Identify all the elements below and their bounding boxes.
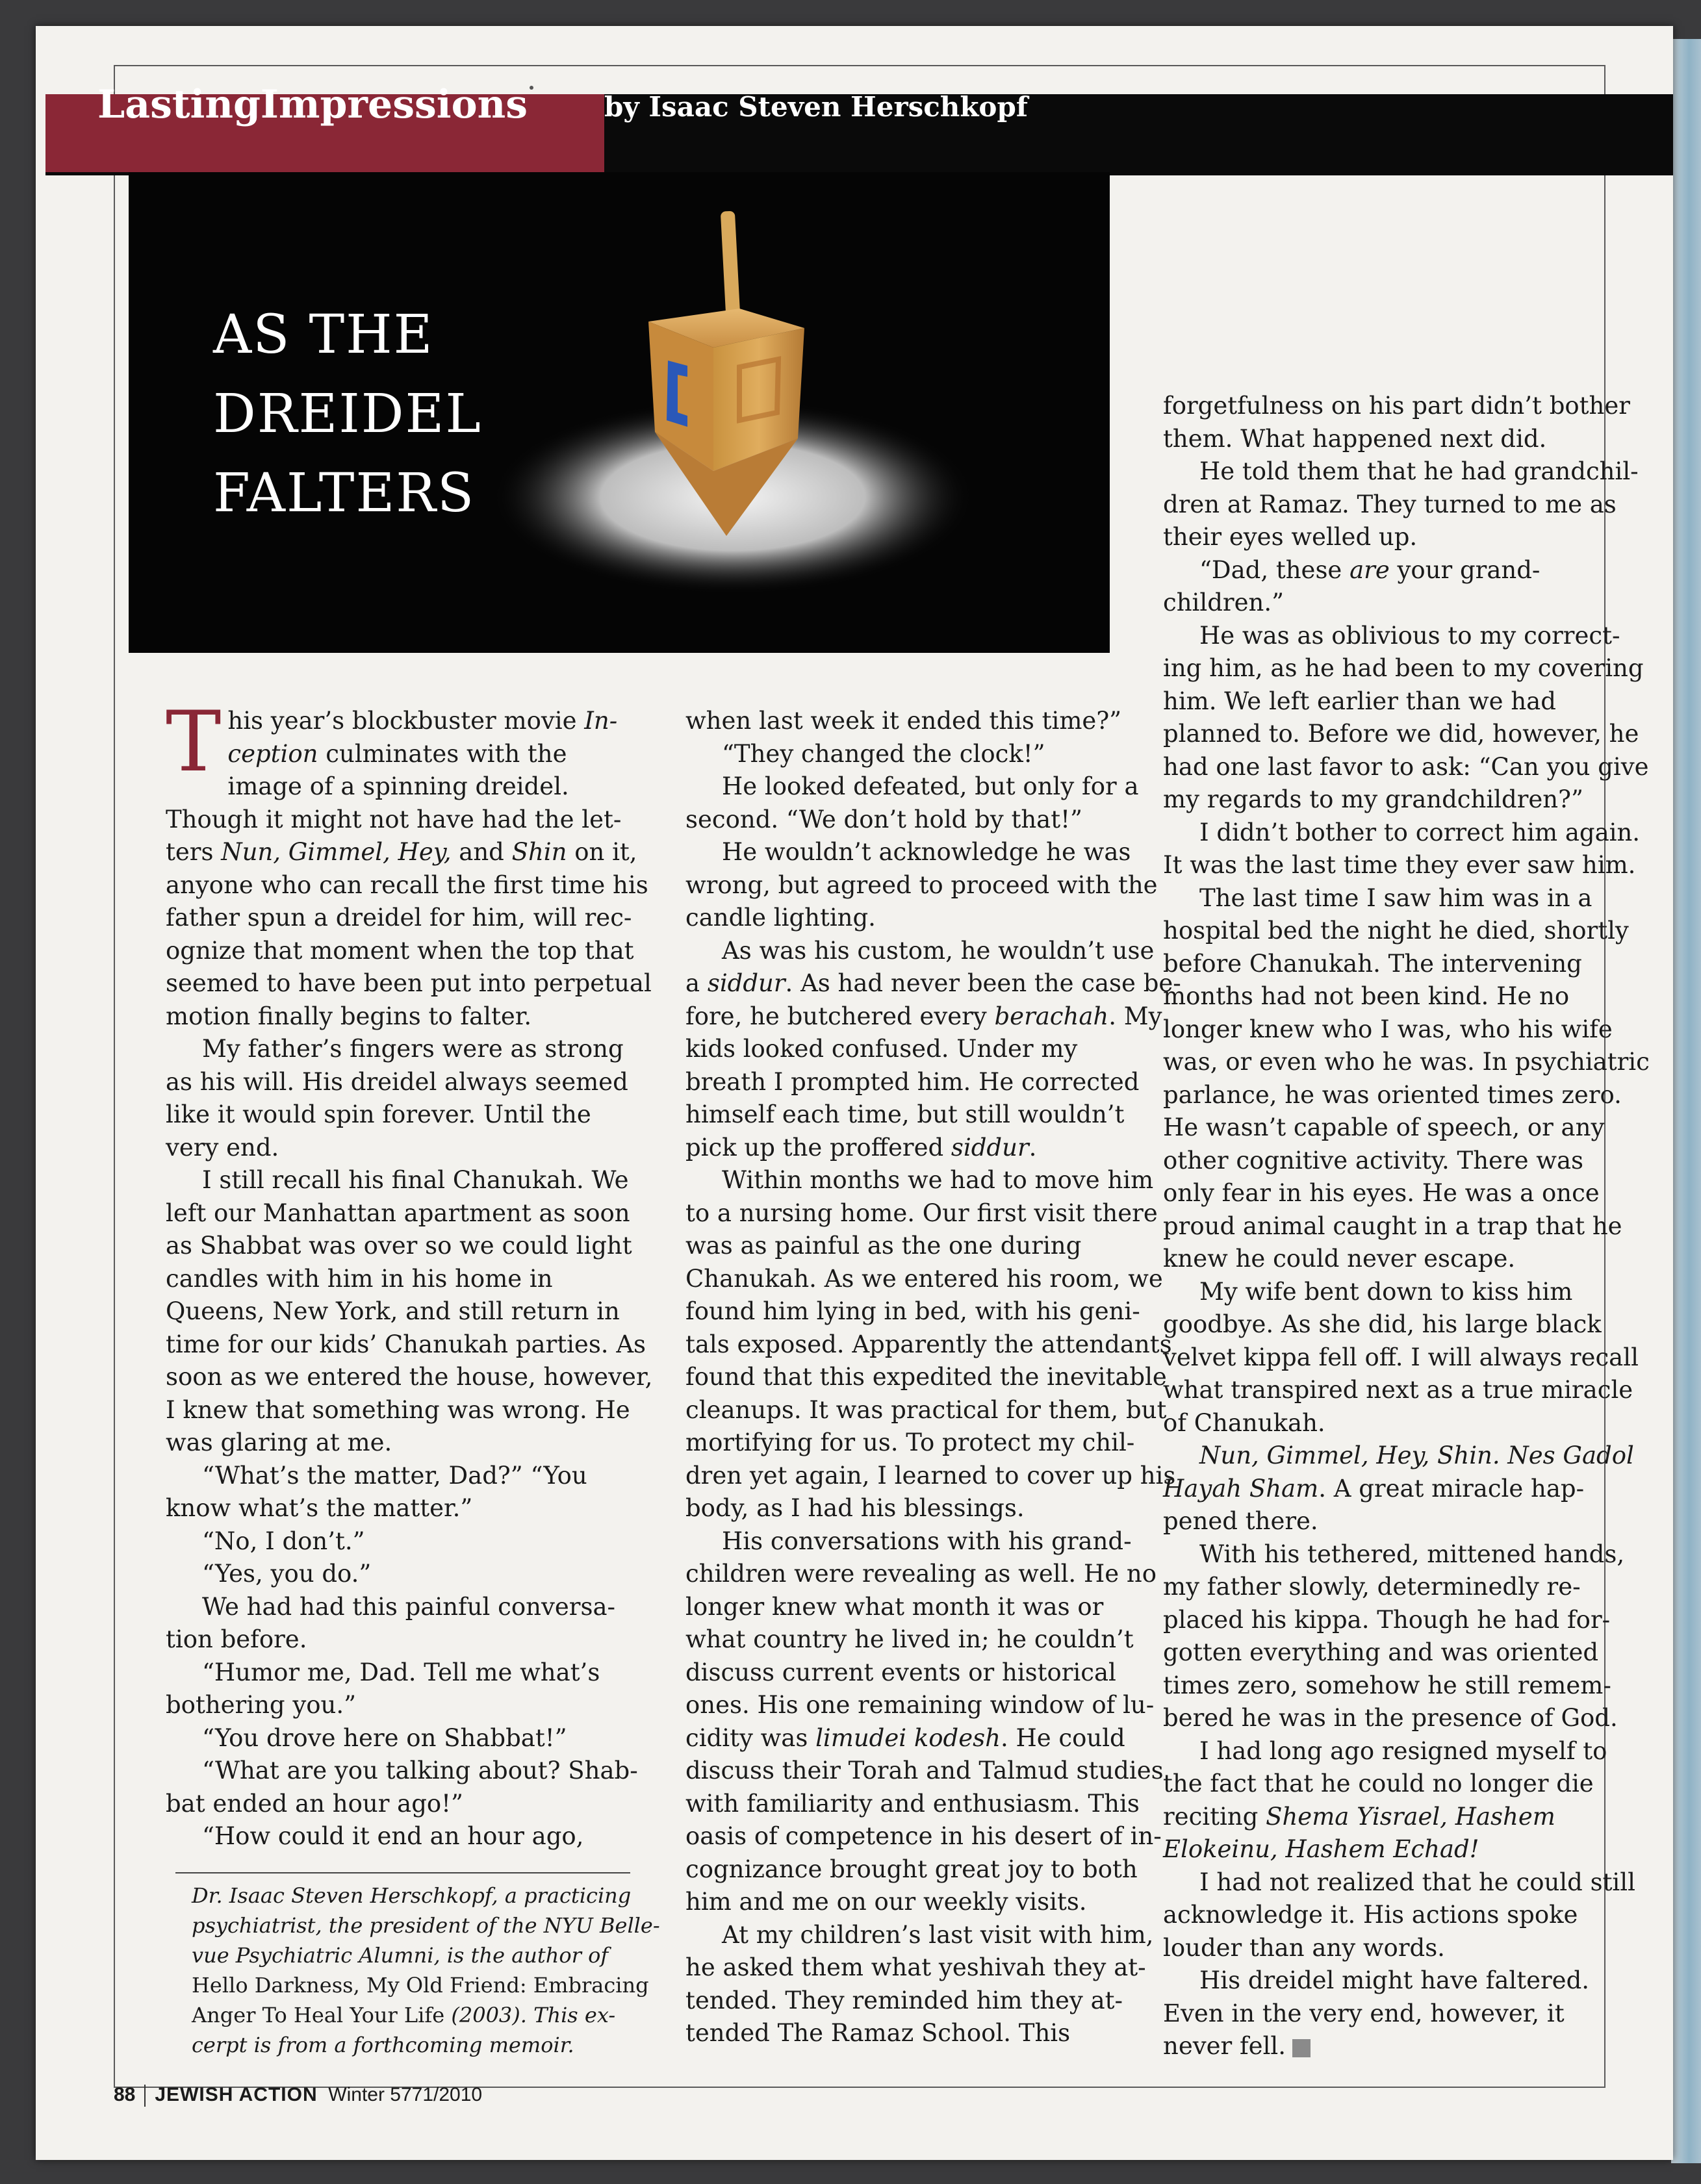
article-text-line: I had not realized that he could still: [1199, 1868, 1635, 1896]
article-text-line: fore, he butchered every berachah. My: [685, 1002, 1162, 1030]
article-text-line: tended. They reminded him they at-: [685, 1986, 1123, 2014]
article-text-line: candles with him in his home in: [166, 1264, 553, 1293]
article-text-line: ters Nun, Gimmel, Hey, and Shin on it,: [166, 838, 637, 866]
article-text-line: them. What happened next did.: [1163, 424, 1547, 453]
article-text-line: bothering you.”: [166, 1691, 357, 1719]
article-text-line: what transpired next as a true miracle: [1163, 1376, 1633, 1404]
article-text-line: My wife bent down to kiss him: [1199, 1277, 1573, 1306]
article-text-line: longer knew who I was, who his wife: [1163, 1015, 1613, 1043]
article-text-line: he asked them what yeshivah they at-: [685, 1953, 1146, 1981]
article-text-line: was as painful as the one during: [685, 1232, 1082, 1260]
article-text-line: knew he could never escape.: [1163, 1245, 1516, 1273]
article-text-line: “What are you talking about? Shab-: [202, 1757, 638, 1784]
article-text-line: with familiarity and enthusiasm. This: [685, 1789, 1140, 1818]
article-text-line: proud animal caught in a trap that he: [1163, 1212, 1622, 1240]
article-text-line: My father’s fingers were as strong: [202, 1035, 624, 1063]
article-text-line: I had long ago resigned myself to: [1199, 1736, 1607, 1765]
article-text-line: second. “We don’t hold by that!”: [685, 805, 1082, 833]
article-text-line: acknowledge it. His actions spoke: [1163, 1901, 1578, 1929]
end-of-article-icon: [1292, 2039, 1311, 2057]
article-text-line: found that this expedited the inevitable: [685, 1363, 1167, 1391]
bio-line: vue Psychiatric Alumni, is the author of: [192, 1943, 609, 1968]
article-column-3: [1163, 390, 1650, 2063]
article-text-line: longer knew what month it was or: [685, 1592, 1104, 1621]
article-text-line: of Chanukah.: [1163, 1408, 1325, 1437]
article-text-line: what country he lived in; he couldn’t: [685, 1625, 1134, 1653]
article-text-line: tended The Ramaz School. This: [685, 2019, 1071, 2047]
article-text-line: other cognitive activity. There was: [1163, 1146, 1583, 1175]
page-number: 88: [114, 2084, 136, 2105]
bio-divider: [175, 1872, 630, 1873]
hero-image: [129, 172, 1110, 653]
article-text-line: We had had this painful conversa-: [202, 1592, 616, 1621]
article-text-line: “You drove here on Shabbat!”: [202, 1723, 567, 1752]
article-text-line: times zero, somehow he still remem-: [1163, 1671, 1611, 1699]
article-text-line: ception culminates with the: [227, 739, 567, 768]
article-text-line: soon as we entered the house, however,: [166, 1363, 653, 1391]
series-label: LastingImpressions: [97, 82, 528, 127]
article-text-line: mortifying for us. To protect my chil-: [685, 1428, 1135, 1456]
drop-cap: T: [166, 694, 222, 791]
article-text-line: my father slowly, determinedly re-: [1163, 1573, 1581, 1601]
author-bio: [192, 1881, 660, 2060]
article-text-line: pened there.: [1163, 1507, 1318, 1535]
magazine-name: JEWISH ACTION: [155, 2084, 318, 2105]
article-text-line: time for our kids’ Chanukah parties. As: [166, 1330, 646, 1358]
article-text-line: ing him, as he had been to my covering: [1163, 654, 1644, 682]
byline: by Isaac Steven Herschkopf: [604, 91, 1028, 123]
article-text-line: dren yet again, I learned to cover up his: [685, 1461, 1176, 1490]
article-text-line: months had not been kind. He no: [1163, 982, 1570, 1010]
article-text-line: Even in the very end, however, it: [1163, 1999, 1565, 2027]
article-column-1: [166, 694, 659, 1853]
article-text-line: “Yes, you do.”: [202, 1560, 372, 1588]
article-text-line: Hayah Sham. A great miracle hap-: [1163, 1474, 1585, 1503]
article-text-line: his year’s blockbuster movie In-: [227, 707, 618, 735]
article-text-line: Elokeinu, Hashem Echad!: [1163, 1835, 1479, 1863]
article-text-line: candle lighting.: [685, 904, 876, 932]
article-text-line: as his will. His dreidel always seemed: [166, 1067, 628, 1096]
article-text-line: Chanukah. As we entered his room, we: [685, 1264, 1163, 1293]
article-text-line: body, as I had his blessings.: [685, 1494, 1025, 1522]
bio-line: Anger To Heal Your Life (2003). This ex-: [192, 2003, 616, 2027]
article-text-line: to a nursing home. Our first visit there: [685, 1199, 1158, 1227]
article-text-line: only fear in his eyes. He was a once: [1163, 1179, 1600, 1207]
article-text-line: motion finally begins to falter.: [166, 1002, 532, 1030]
article-text-line: tion before.: [166, 1625, 307, 1653]
article-text-line: found him lying in bed, with his geni-: [685, 1297, 1140, 1325]
article-text-line: my regards to my grandchildren?”: [1163, 785, 1583, 813]
article-text-line: At my children’s last visit with him,: [722, 1920, 1154, 1949]
article-text-line: as Shabbat was over so we could light: [166, 1232, 632, 1260]
article-text-line: anyone who can recall the first time his: [166, 870, 648, 899]
article-text-line: “They changed the clock!”: [722, 739, 1045, 768]
article-text-line: I didn’t bother to correct him again.: [1199, 818, 1641, 846]
footer-separator: [144, 2085, 146, 2107]
article-text-line: very end.: [166, 1133, 279, 1162]
article-text-line: oasis of competence in his desert of in-: [685, 1822, 1162, 1850]
bio-line: Hello Darkness, My Old Friend: Embracing: [192, 1973, 649, 1998]
article-text-line: “How could it end an hour ago,: [202, 1822, 584, 1850]
article-text-line: “No, I don’t.”: [202, 1527, 365, 1555]
article-text-line: Nun, Gimmel, Hey, Shin. Nes Gadol: [1199, 1441, 1634, 1469]
article-text-line: I still recall his final Chanukah. We: [202, 1166, 629, 1194]
article-text-line: wrong, but agreed to proceed with the: [685, 870, 1158, 899]
article-text-line: bat ended an hour ago!”: [166, 1789, 463, 1818]
article-text-line: like it would spin forever. Until the: [166, 1100, 591, 1128]
article-text-line: ones. His one remaining window of lu-: [685, 1691, 1155, 1719]
article-text-line: “What’s the matter, Dad?” “You: [202, 1461, 587, 1490]
page-footer: [114, 2084, 482, 2107]
magazine-page: [36, 26, 1673, 2160]
article-text-line: never fell.: [1163, 2030, 1631, 2063]
article-text-line: kids looked confused. Under my: [685, 1035, 1078, 1063]
article-text-line: He wouldn’t acknowledge he was: [722, 838, 1131, 866]
article-text-line: seemed to have been put into perpetual: [166, 969, 652, 997]
article-text-line: He told them that he had grandchil-: [1199, 457, 1639, 485]
article-text-line: when last week it ended this time?”: [685, 707, 1122, 735]
title-line: FALTERS: [213, 463, 476, 524]
article-text-line: I knew that something was wrong. He: [166, 1395, 630, 1424]
article-text-line: their eyes welled up.: [1163, 523, 1418, 551]
article-text-line: As was his custom, he wouldn’t use: [722, 936, 1155, 965]
article-text-line: The last time I saw him was in a: [1199, 883, 1592, 912]
bio-line: cerpt is from a forthcoming memoir.: [192, 2033, 574, 2057]
article-text-line: dren at Ramaz. They turned to me as: [1163, 490, 1617, 518]
article-text-line: know what’s the matter.”: [166, 1494, 473, 1522]
bio-line: Dr. Isaac Steven Herschkopf, a practicing: [192, 1883, 632, 1908]
article-text-line: Queens, New York, and still return in: [166, 1297, 620, 1325]
article-text-line: him. We left earlier than we had: [1163, 687, 1556, 715]
article-text-line: cognizance brought great joy to both: [685, 1855, 1138, 1883]
article-text-line: discuss their Torah and Talmud studies: [685, 1757, 1164, 1784]
article-text-line: the fact that he could no longer die: [1163, 1770, 1594, 1797]
article-text-line: He wasn’t capable of speech, or any: [1163, 1113, 1605, 1141]
article-text-line: was, or even who he was. In psychiatric: [1163, 1048, 1650, 1076]
article-text-line: reciting Shema Yisrael, Hashem: [1163, 1802, 1555, 1831]
article-text-line: discuss current events or historical: [685, 1658, 1116, 1686]
article-text-line: a siddur. As had never been the case be-: [685, 969, 1181, 997]
article-text-line: was glaring at me.: [166, 1428, 392, 1456]
article-text-line: parlance, he was oriented times zero.: [1163, 1080, 1622, 1109]
article-text-line: left our Manhattan apartment as soon: [166, 1199, 630, 1227]
article-text-line: goodbye. As she did, his large black: [1163, 1310, 1602, 1338]
article-text-line: children were revealing as well. He no: [685, 1560, 1157, 1588]
article-text-line: cidity was limudei kodesh. He could: [685, 1723, 1125, 1752]
article-text-line: placed his kippa. Though he had for-: [1163, 1605, 1611, 1634]
article-text-line: cleanups. It was practical for them, but: [685, 1395, 1167, 1424]
article-text-line: before Chanukah. The intervening: [1163, 949, 1582, 978]
article-text-line: Within months we had to move him: [722, 1166, 1154, 1194]
article-text-line: He looked defeated, but only for a: [722, 772, 1139, 800]
article-text-line: His dreidel might have faltered.: [1199, 1966, 1590, 1994]
title-line: AS THE: [213, 304, 434, 366]
article-text-line: father spun a dreidel for him, will rec-: [166, 904, 632, 932]
article-text-line: breath I prompted him. He corrected: [685, 1067, 1140, 1096]
article-text-line: Though it might not have had the let-: [166, 805, 622, 833]
article-text-line: forgetfulness on his part didn’t bother: [1163, 392, 1630, 420]
article-text-line: himself each time, but still wouldn’t: [685, 1100, 1125, 1128]
article-text-line: With his tethered, mittened hands,: [1199, 1540, 1625, 1568]
bio-line: psychiatrist, the president of the NYU Belle-: [192, 1913, 660, 1938]
article-text-line: His conversations with his grand-: [722, 1527, 1132, 1555]
article-text-line: tals exposed. Apparently the attendants: [685, 1330, 1172, 1358]
article-text-line: pick up the proffered siddur.: [685, 1133, 1037, 1162]
article-text-line: louder than any words.: [1163, 1933, 1445, 1962]
dreidel-icon: [492, 198, 986, 614]
article-text-line: “Humor me, Dad. Tell me what’s: [202, 1658, 600, 1686]
article-text-line: ognize that moment when the top that: [166, 936, 634, 965]
adjacent-page-edge: [1671, 39, 1701, 2163]
article-text-line: children.”: [1163, 589, 1284, 616]
article-text-line: planned to. Before we did, however, he: [1163, 720, 1639, 748]
dreidel-handle: [721, 211, 741, 325]
article-text-line: had one last favor to ask: “Can you give: [1163, 752, 1649, 781]
article-text-line: He was as oblivious to my correct-: [1199, 621, 1620, 650]
title-line: DREIDEL: [213, 383, 482, 445]
article-text-line: It was the last time they ever saw him.: [1163, 851, 1636, 879]
article-text-line: bered he was in the presence of God.: [1163, 1704, 1618, 1732]
article-text-line: hospital bed the night he died, shortly: [1163, 917, 1629, 945]
article-title: [213, 296, 482, 533]
article-text-line: gotten everything and was oriented: [1163, 1638, 1599, 1666]
issue-date: Winter 5771/2010: [328, 2084, 483, 2105]
article-text-line: “Dad, these are your grand-: [1199, 555, 1541, 584]
article-text-line: image of a spinning dreidel.: [227, 772, 569, 800]
article-column-2: [685, 705, 1181, 2050]
article-text-line: him and me on our weekly visits.: [685, 1888, 1087, 1916]
article-text-line: velvet kippa fell off. I will always recall: [1163, 1343, 1639, 1371]
